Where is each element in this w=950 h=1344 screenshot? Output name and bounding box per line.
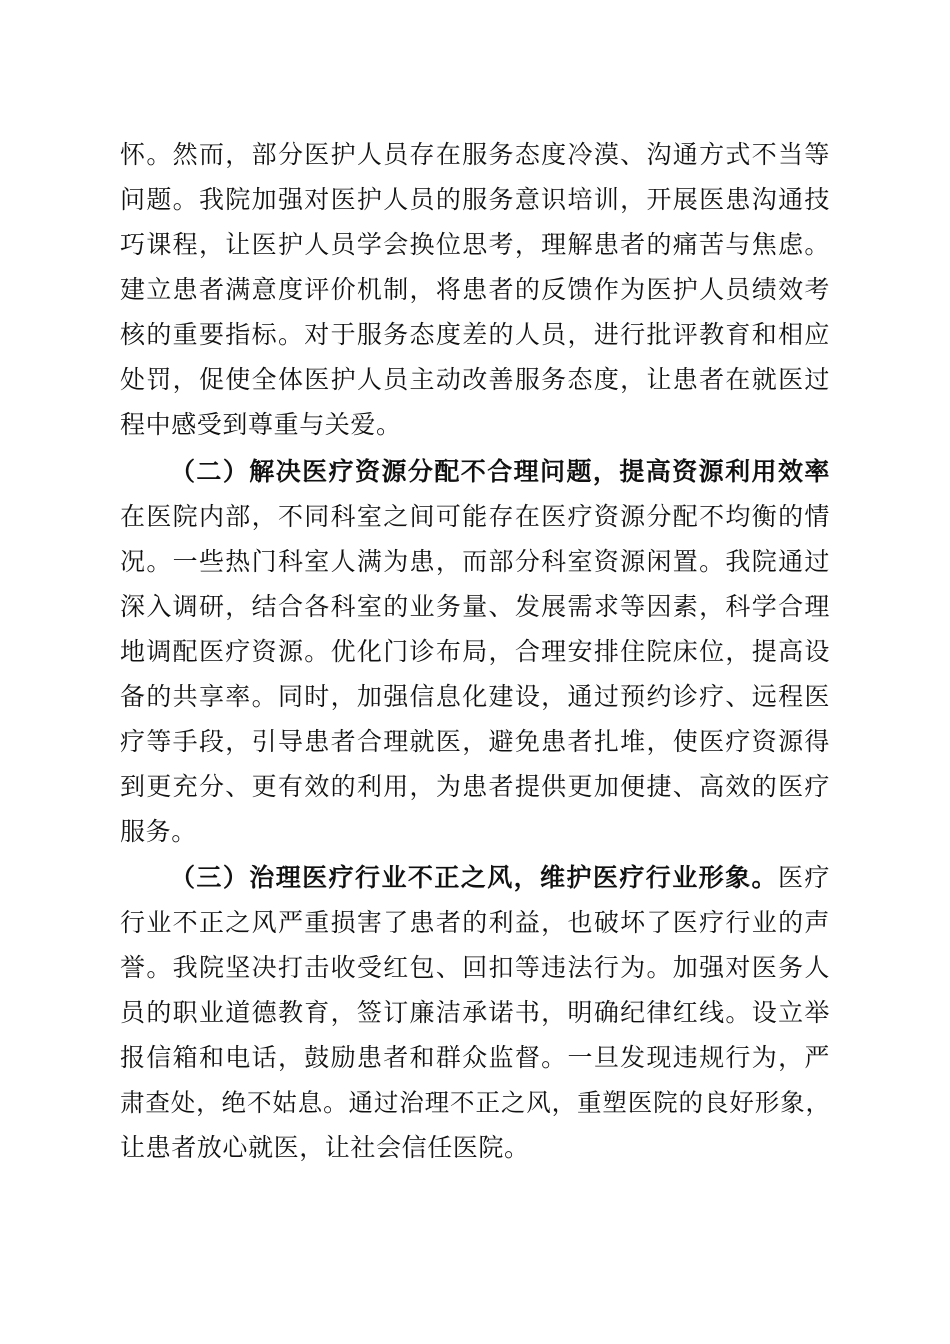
body-text-line: 行业不正之风严重损害了患者的利益，也破坏了医疗行业的声 (120, 908, 830, 937)
body-text-line: 问题。我院加强对医护人员的服务意识培训，开展医患沟通技 (120, 185, 830, 214)
body-text-line: 疗等手段，引导患者合理就医，避免患者扎堆，使医疗资源得 (120, 727, 830, 756)
body-text-line: 巧课程，让医护人员学会换位思考，理解患者的痛苦与焦虑。 (120, 230, 830, 259)
body-text-line: 建立患者满意度评价机制，将患者的反馈作为医护人员绩效考 (120, 275, 830, 304)
body-text-line: 备的共享率。同时，加强信息化建设，通过预约诊疗、远程医 (120, 682, 830, 711)
body-text-line: 在医院内部，不同科室之间可能存在医疗资源分配不均衡的情 (120, 502, 830, 531)
body-text-line: 核的重要指标。对于服务态度差的人员，进行批评教育和相应 (120, 320, 830, 349)
body-text-run: 医疗 (777, 863, 831, 892)
body-text-line: 服务。 (120, 817, 197, 846)
section-heading-three: （三）治理医疗行业不正之风，维护医疗行业形象。 (170, 863, 778, 892)
body-text-line: 程中感受到尊重与关爱。 (120, 410, 402, 439)
body-text-line: 肃查处，绝不姑息。通过治理不正之风，重塑医院的良好形象， (120, 1088, 830, 1117)
section-heading-two: （二）解决医疗资源分配不合理问题，提高资源利用效率 (170, 457, 830, 486)
body-text-line: 怀。然而，部分医护人员存在服务态度冷漠、沟通方式不当等 (120, 140, 830, 169)
body-text-line: 报信箱和电话，鼓励患者和群众监督。一旦发现违规行为，严 (120, 1043, 830, 1072)
section-three-first-line (170, 861, 830, 895)
body-text-line: 到更充分、更有效的利用，为患者提供更加便捷、高效的医疗 (120, 772, 830, 801)
body-text-line: 地调配医疗资源。优化门诊布局，合理安排住院床位，提高设 (120, 637, 830, 666)
body-text-line: 让患者放心就医，让社会信任医院。 (120, 1133, 530, 1162)
body-text-line: 员的职业道德教育，签订廉洁承诺书，明确纪律红线。设立举 (120, 998, 830, 1027)
body-text-line: 深入调研，结合各科室的业务量、发展需求等因素，科学合理 (120, 592, 830, 621)
body-text-line: 况。一些热门科室人满为患，而部分科室资源闲置。我院通过 (120, 547, 830, 576)
body-text-line: 誉。我院坚决打击收受红包、回扣等违法行为。加强对医务人 (120, 953, 830, 982)
body-text-line: 处罚，促使全体医护人员主动改善服务态度，让患者在就医过 (120, 365, 830, 394)
